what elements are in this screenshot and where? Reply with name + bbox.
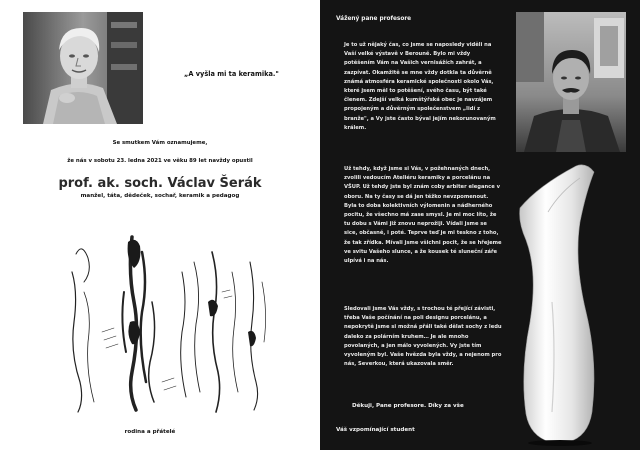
- sculpture-sketch: [62, 232, 274, 414]
- family-signature: rodina a přátelé: [124, 429, 176, 435]
- vase-image: [490, 152, 640, 450]
- letter-paragraph-2: Už tehdy, když jsme si Vás, v požehnaných dnech, zvolili vedoucím Ateliéru keramiky a porcelánu na VŠUP. Už tehdy jste byl znám coby arbiter elegance v oboru. Na ty časy se dá jen těžko nevzpomenout. Byla to doba kolektivních výlomenin a nádherného pocitu, že všechno má zase smysl. Je mi moc líto, že tu dobu s Vámi již znovu neprožiji. Vídali jsme se sice, občasně, i poté. Teprve teď je mi teskno z toho, že tak zřídka. Mívali jsme všichni pocit, že se hřejeme ve svitu Vašeho slunce, a že kousek té sluneční záře ulpívá i na nás.: [344, 166, 502, 265]
- letter-closing: Děkuji, Pane profesore. Díky za vše: [352, 403, 464, 409]
- letter-signoff: Váš vzpomínající student: [336, 427, 415, 433]
- portrait-photo-elderly: [23, 12, 143, 124]
- announcement-text: Se smutkem Vám oznamujeme,: [112, 140, 208, 146]
- sculpture-sketch-image: [62, 232, 274, 414]
- deceased-name: prof. ak. soch. Václav Šerák: [58, 176, 262, 191]
- vase-photo: [490, 152, 640, 450]
- letter-paragraph-1: Je to už nějaký čas, co jsme se naposledy viděli na Vaší velké výstavě v Berouně. Bylo mi vždy potěšením Vám na Vašich vernisážích zahrát, a zazpívat. Okamžitě se mne vždy dotkla ta důvěrně známá atmosféra keramické společnosti okolo Vás, které jsem měl to potěšení, svého času, být také členem. Zdejší velká kumštýřská obec je navzájem propojeným a důvěrným společenstvem „lidí z branže", a Vy jste často býval jejím nekorunovaným králem.: [344, 42, 496, 131]
- portrait-young-image: [516, 12, 626, 152]
- quote-text: „A vyšla mi ta keramika.": [184, 70, 279, 78]
- letter-paragraph-3: Sledovali jsme Vás vždy, s trochou té přející závisti, třeba Vaše počínání na poli designu porcelánu, a nepokrytě jsme si možná přáli také dělat sochy z ledu daleko za polárním kruhem… Je ale mnoho povolaných, a jen málo vyvolených. Vy jste tím vyvoleným byl. Vaše hvězda byla vždy, a nejenom pro nás, Severkou, která ukazovala směr.: [344, 306, 502, 368]
- date-line: že nás v sobotu 23. ledna 2021 ve věku 89 let navždy opustil: [67, 158, 253, 164]
- portrait-elderly-image: [23, 12, 143, 124]
- deceased-roles: manžel, táta, dědeček, sochař, keramik a pedagog: [80, 193, 240, 199]
- letter-salutation: Vážený pane profesore: [336, 16, 412, 22]
- portrait-photo-young: [516, 12, 626, 152]
